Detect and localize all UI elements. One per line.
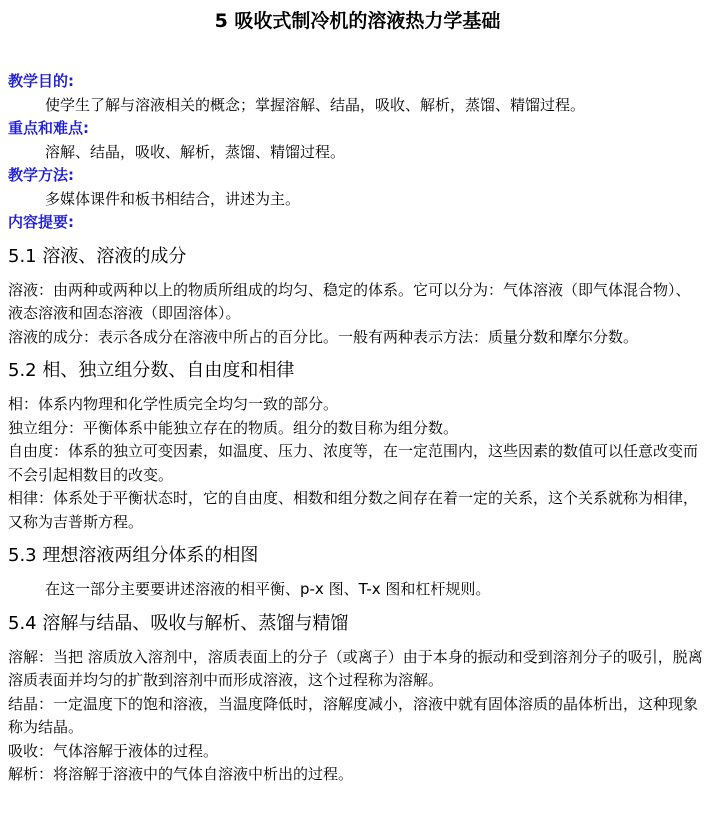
- section-5-4-paragraph-desorption: 解析：将溶解于溶液中的气体自溶液中析出的过程。: [8, 765, 354, 783]
- section-5-4-paragraph-crystallization: 结晶：一定温度下的饱和溶液，当温度降低时，溶解度减小，溶液中就有固体溶质的晶体析出，这种现象称为结晶。: [8, 694, 699, 736]
- section-heading-5-1: 5.1 溶液、溶液的成分: [8, 245, 187, 267]
- section-5-4-paragraph-absorption: 吸收：气体溶解于液体的过程。: [8, 741, 219, 760]
- summary-label: 内容提要:: [8, 213, 74, 231]
- objectives-text: 使学生了解与溶液相关的概念；掌握溶解、结晶，吸收、解析，蒸馏、精馏过程。: [45, 95, 586, 114]
- key-points-label: 重点和难点:: [8, 119, 89, 137]
- title-spacer: [8, 42, 707, 70]
- section-heading-5-3: 5.3 理想溶液两组分体系的相图: [8, 545, 259, 566]
- section-heading-5-2: 5.2 相、独立组分数、自由度和相律: [8, 360, 295, 381]
- methods-label: 教学方法:: [8, 166, 74, 184]
- section-heading-5-4: 5.4 溶解与结晶、吸收与解析、蒸馏与精馏: [8, 612, 349, 634]
- objectives-label: 教学目的:: [8, 72, 74, 90]
- section-5-3-paragraph: 在这一部分主要要讲述溶液的相平衡、p-x 图、T-x 图和杠杆规则。: [45, 580, 491, 598]
- key-points-text: 溶解、结晶，吸收、解析，蒸馏、精馏过程。: [45, 142, 346, 161]
- section-5-2-paragraph-freedom: 自由度：体系的独立可变因素，如温度、压力、浓度等，在一定范围内，这些因素的数值可以任意改变而不会引起相数目的改变。: [8, 442, 699, 484]
- section-5-4-paragraph-dissolution: 溶解：当把 溶质放入溶剂中，溶质表面上的分子（或离子）由于本身的振动和受到溶剂分子的吸引，脱离溶质表面并均匀的扩散到溶剂中而形成溶液，这个过程称为溶解。: [8, 647, 703, 689]
- methods-text: 多媒体课件和板书相结合，讲述为主。: [45, 189, 301, 208]
- section-5-2-paragraph-phase: 相：体系内物理和化学性质完全均匀一致的部分。: [8, 395, 339, 413]
- section-5-1-paragraph-composition: 溶液的成分：表示各成分在溶液中所占的百分比。一般有两种表示方法：质量分数和摩尔分数。: [8, 327, 639, 346]
- document-title: 5 吸收式制冷机的溶液热力学基础: [214, 10, 501, 32]
- section-5-1-paragraph-solution: 溶液：由两种或两种以上的物质所组成的均匀、稳定的体系。它可以分为：气体溶液（即气体混合物）、液态溶液和固态溶液（即固溶体）。: [8, 280, 691, 322]
- section-5-2-paragraph-component: 独立组分：平衡体系中能独立存在的物质。组分的数目称为组分数。: [8, 418, 459, 437]
- section-5-2-paragraph-phase-rule: 相律：体系处于平衡状态时，它的自由度、相数和组分数之间存在着一定的关系，这个关系就称为相律，又称为吉普斯方程。: [8, 489, 699, 531]
